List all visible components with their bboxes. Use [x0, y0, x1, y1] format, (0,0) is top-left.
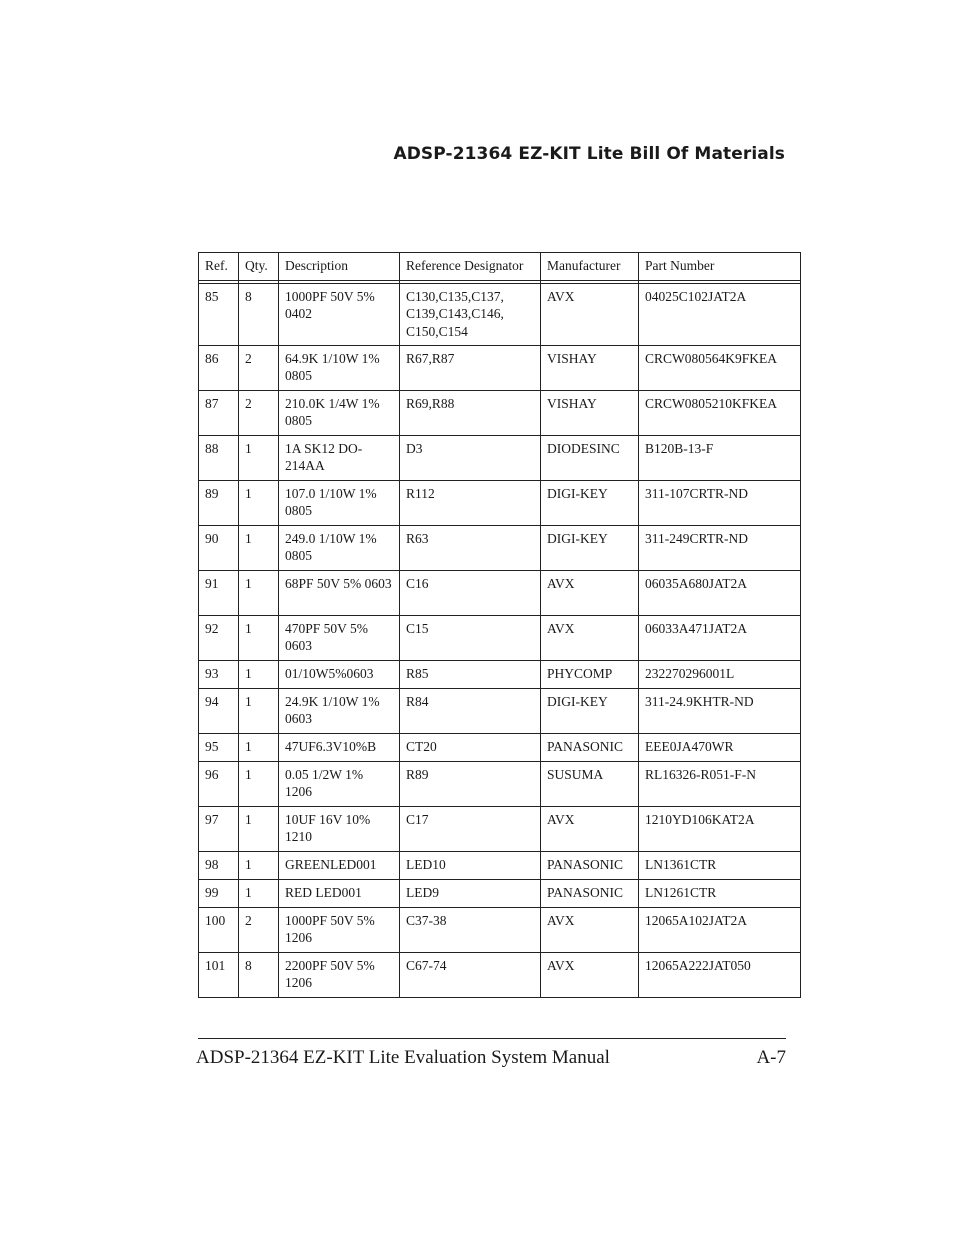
cell-reference-designator: CT20	[400, 733, 541, 761]
cell-part-number: EEE0JA470WR	[639, 733, 801, 761]
table-header-row	[199, 253, 801, 281]
cell-description: 01/10W5%0603	[279, 660, 400, 688]
cell-ref: 89	[199, 480, 239, 525]
cell-manufacturer: AVX	[541, 806, 639, 851]
cell-qty: 2	[239, 345, 279, 390]
table-row	[199, 733, 801, 761]
cell-description: RED LED001	[279, 879, 400, 907]
cell-reference-designator: C67-74	[400, 952, 541, 997]
cell-description: 68PF 50V 5% 0603	[279, 570, 400, 615]
cell-ref: 87	[199, 390, 239, 435]
table-row	[199, 851, 801, 879]
cell-part-number: 04025C102JAT2A	[639, 283, 801, 345]
column-header-ref: Ref.	[199, 253, 239, 281]
column-header-manufacturer: Manufacturer	[541, 253, 639, 281]
cell-qty: 2	[239, 907, 279, 952]
cell-part-number: 06033A471JAT2A	[639, 615, 801, 660]
cell-manufacturer: AVX	[541, 283, 639, 345]
cell-qty: 1	[239, 435, 279, 480]
cell-part-number: CRCW080564K9FKEA	[639, 345, 801, 390]
table-row	[199, 435, 801, 480]
cell-description: 1000PF 50V 5% 0402	[279, 283, 400, 345]
cell-part-number: 311-107CRTR-ND	[639, 480, 801, 525]
bill-of-materials-table	[198, 252, 801, 998]
cell-reference-designator: LED9	[400, 879, 541, 907]
table-row	[199, 570, 801, 615]
cell-ref: 96	[199, 761, 239, 806]
cell-part-number: 1210YD106KAT2A	[639, 806, 801, 851]
cell-qty: 1	[239, 525, 279, 570]
cell-ref: 93	[199, 660, 239, 688]
cell-part-number: 12065A102JAT2A	[639, 907, 801, 952]
cell-manufacturer: VISHAY	[541, 345, 639, 390]
cell-reference-designator: C130,C135,C137, C139,C143,C146, C150,C154	[400, 283, 541, 345]
cell-description: 210.0K 1/4W 1% 0805	[279, 390, 400, 435]
cell-reference-designator: LED10	[400, 851, 541, 879]
cell-manufacturer: SUSUMA	[541, 761, 639, 806]
cell-description: 0.05 1/2W 1% 1206	[279, 761, 400, 806]
cell-ref: 99	[199, 879, 239, 907]
cell-manufacturer: DIODESINC	[541, 435, 639, 480]
footer-manual-title: ADSP-21364 EZ-KIT Lite Evaluation System Manual	[196, 1047, 610, 1068]
cell-reference-designator: R112	[400, 480, 541, 525]
cell-qty: 1	[239, 660, 279, 688]
cell-qty: 8	[239, 952, 279, 997]
column-header-qty: Qty.	[239, 253, 279, 281]
page-header-title: ADSP-21364 EZ-KIT Lite Bill Of Materials	[393, 144, 785, 164]
cell-reference-designator: R69,R88	[400, 390, 541, 435]
cell-ref: 95	[199, 733, 239, 761]
cell-description: 249.0 1/10W 1% 0805	[279, 525, 400, 570]
cell-qty: 1	[239, 761, 279, 806]
cell-description: 24.9K 1/10W 1% 0603	[279, 688, 400, 733]
cell-manufacturer: VISHAY	[541, 390, 639, 435]
cell-qty: 1	[239, 851, 279, 879]
cell-manufacturer: AVX	[541, 570, 639, 615]
cell-part-number: 232270296001L	[639, 660, 801, 688]
cell-qty: 1	[239, 688, 279, 733]
cell-manufacturer: AVX	[541, 952, 639, 997]
cell-ref: 92	[199, 615, 239, 660]
cell-manufacturer: PHYCOMP	[541, 660, 639, 688]
table-body	[199, 280, 801, 997]
cell-qty: 8	[239, 283, 279, 345]
cell-qty: 1	[239, 806, 279, 851]
cell-manufacturer: DIGI-KEY	[541, 480, 639, 525]
table-row	[199, 761, 801, 806]
cell-manufacturer: AVX	[541, 907, 639, 952]
cell-reference-designator: C16	[400, 570, 541, 615]
cell-part-number: B120B-13-F	[639, 435, 801, 480]
cell-ref: 90	[199, 525, 239, 570]
cell-manufacturer: AVX	[541, 615, 639, 660]
table-row	[199, 660, 801, 688]
cell-part-number: 311-24.9KHTR-ND	[639, 688, 801, 733]
cell-ref: 85	[199, 283, 239, 345]
cell-reference-designator: R85	[400, 660, 541, 688]
cell-qty: 1	[239, 879, 279, 907]
cell-part-number: LN1361CTR	[639, 851, 801, 879]
cell-description: 2200PF 50V 5% 1206	[279, 952, 400, 997]
cell-manufacturer: PANASONIC	[541, 851, 639, 879]
cell-ref: 91	[199, 570, 239, 615]
cell-reference-designator: C37-38	[400, 907, 541, 952]
cell-reference-designator: C15	[400, 615, 541, 660]
cell-manufacturer: DIGI-KEY	[541, 688, 639, 733]
cell-manufacturer: PANASONIC	[541, 733, 639, 761]
cell-part-number: RL16326-R051-F-N	[639, 761, 801, 806]
cell-description: 107.0 1/10W 1% 0805	[279, 480, 400, 525]
table-row	[199, 952, 801, 997]
cell-description: 1A SK12 DO-214AA	[279, 435, 400, 480]
cell-qty: 1	[239, 480, 279, 525]
cell-part-number: 06035A680JAT2A	[639, 570, 801, 615]
cell-ref: 97	[199, 806, 239, 851]
cell-description: GREENLED001	[279, 851, 400, 879]
cell-part-number: 311-249CRTR-ND	[639, 525, 801, 570]
table-row	[199, 390, 801, 435]
table-row	[199, 283, 801, 345]
column-header-part-number: Part Number	[639, 253, 801, 281]
cell-ref: 94	[199, 688, 239, 733]
cell-ref: 101	[199, 952, 239, 997]
cell-reference-designator: R63	[400, 525, 541, 570]
cell-manufacturer: PANASONIC	[541, 879, 639, 907]
cell-ref: 98	[199, 851, 239, 879]
cell-description: 10UF 16V 10% 1210	[279, 806, 400, 851]
footer-page-number: A-7	[756, 1047, 786, 1068]
cell-ref: 100	[199, 907, 239, 952]
table-row	[199, 525, 801, 570]
cell-part-number: 12065A222JAT050	[639, 952, 801, 997]
cell-qty: 1	[239, 570, 279, 615]
table-row	[199, 615, 801, 660]
cell-ref: 88	[199, 435, 239, 480]
cell-reference-designator: R84	[400, 688, 541, 733]
page-footer	[196, 1047, 786, 1069]
cell-part-number: LN1261CTR	[639, 879, 801, 907]
cell-qty: 2	[239, 390, 279, 435]
cell-manufacturer: DIGI-KEY	[541, 525, 639, 570]
cell-qty: 1	[239, 733, 279, 761]
table-row	[199, 907, 801, 952]
cell-description: 1000PF 50V 5% 1206	[279, 907, 400, 952]
cell-description: 470PF 50V 5% 0603	[279, 615, 400, 660]
footer-rule	[198, 1038, 786, 1039]
column-header-description: Description	[279, 253, 400, 281]
table-row	[199, 806, 801, 851]
cell-description: 47UF6.3V10%B	[279, 733, 400, 761]
cell-qty: 1	[239, 615, 279, 660]
cell-part-number: CRCW0805210KFKEA	[639, 390, 801, 435]
cell-reference-designator: C17	[400, 806, 541, 851]
table-row	[199, 688, 801, 733]
cell-description: 64.9K 1/10W 1% 0805	[279, 345, 400, 390]
column-header-reference-designator: Reference Designator	[400, 253, 541, 281]
table-row	[199, 480, 801, 525]
cell-reference-designator: R89	[400, 761, 541, 806]
cell-ref: 86	[199, 345, 239, 390]
cell-reference-designator: D3	[400, 435, 541, 480]
table-row	[199, 345, 801, 390]
table-row	[199, 879, 801, 907]
cell-reference-designator: R67,R87	[400, 345, 541, 390]
